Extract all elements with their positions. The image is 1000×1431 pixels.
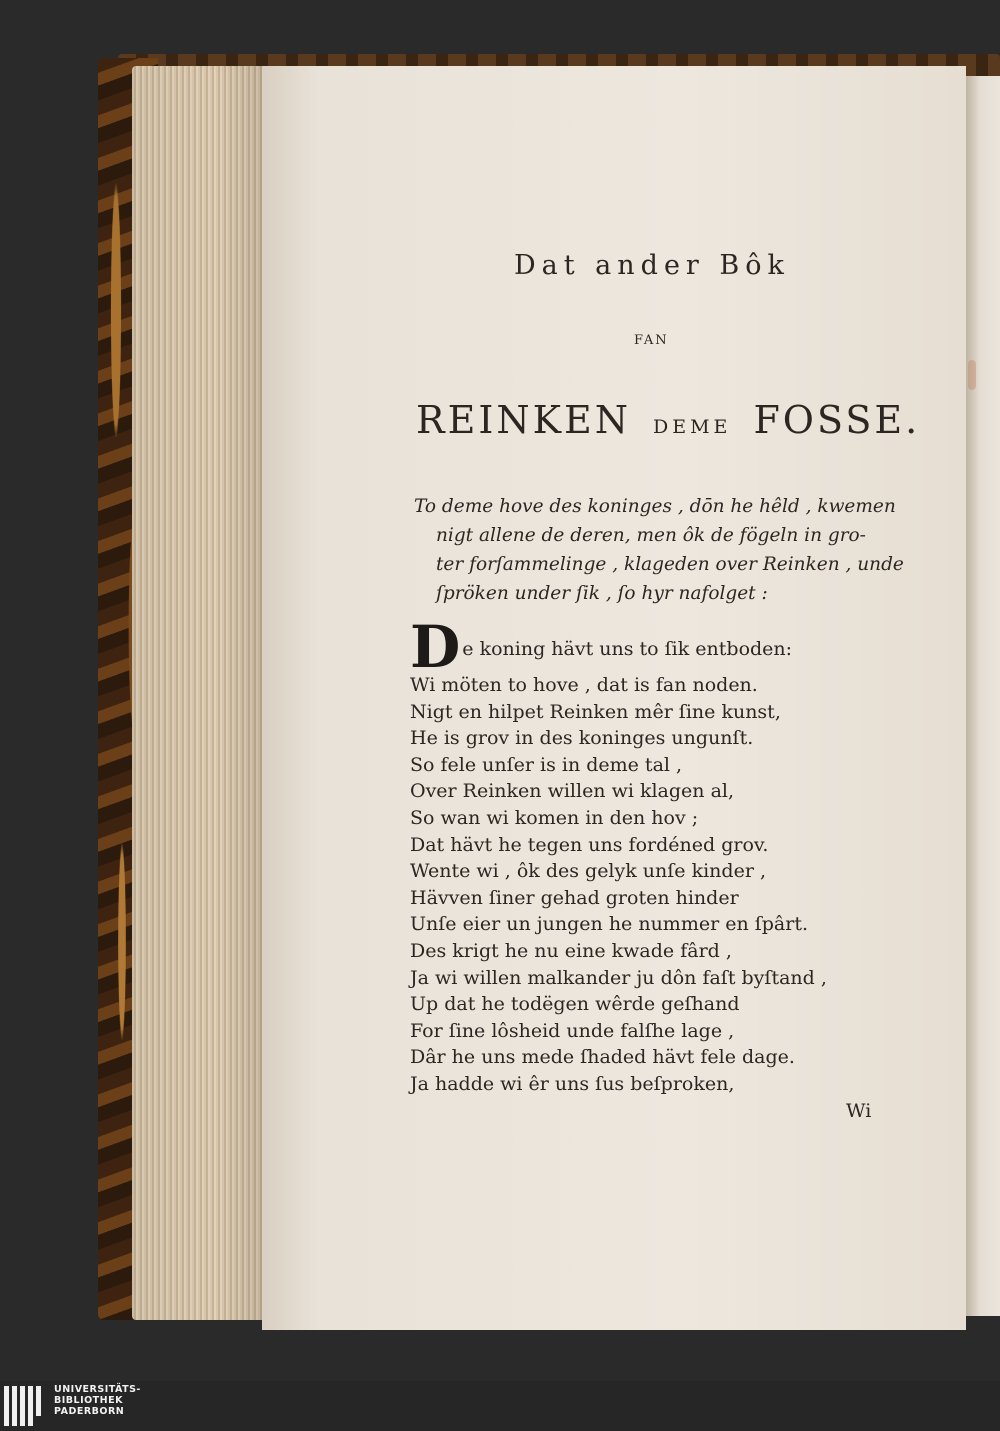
page-title — [416, 398, 920, 442]
verse-line: Ja hadde wi êr uns ſus beſproken, — [410, 1072, 735, 1095]
verse-line: Unſe eier un jungen he nummer en ſpârt. — [410, 913, 809, 936]
verse-line: Ja wi willen malkander ju dôn faſt byſtand , — [410, 966, 827, 989]
intro-line: To deme hove des koninges , dōn he hêld , kwemen — [414, 496, 896, 517]
verse-line: Over Reinken willen wi klagen al, — [410, 780, 735, 803]
intro-summary — [414, 492, 904, 608]
verse-line: Nigt en hilpet Reinken mêr ſine kunst, — [410, 700, 781, 723]
verse-line: Up dat he todëgen wêrde geſhand — [410, 993, 740, 1016]
verse-line: He is grov in des koninges ungunſt. — [410, 727, 754, 750]
title-mid: DEME — [653, 416, 732, 438]
catchword: Wi — [846, 1100, 872, 1122]
verse-line: Wente wi , ôk des gelyk unſe kinder , — [410, 860, 766, 883]
verse-body — [410, 613, 890, 1098]
verse-line: Hävven ſiner gehad groten hinder — [410, 886, 739, 909]
library-name: UNIVERSITÄTS- BIBLIOTHEK PADERBORN — [54, 1384, 141, 1417]
title-right: FOSSE. — [753, 398, 921, 442]
intro-line: ter forſammelinge , klageden over Reinken , unde — [436, 554, 904, 575]
intro-line: nigt allene de deren, men ôk de fögeln in gro- — [436, 525, 866, 546]
verse-line: So wan wi komen in den hov ; — [410, 806, 699, 829]
intro-line: ſpröken under ſik , ſo hyr nafolget : — [436, 583, 768, 604]
title-left: REINKEN — [416, 398, 631, 442]
drop-cap: D — [410, 613, 461, 681]
verse-line: Dat hävt he tegen uns fordéned grov. — [410, 833, 769, 856]
facing-page — [966, 76, 1000, 1316]
verse-line: Des krigt he nu eine kwade fârd , — [410, 939, 732, 962]
heading-fan: FAN — [634, 333, 669, 348]
book-heading: Dat ander Bôk — [514, 250, 790, 281]
footer-bar — [0, 1381, 1000, 1431]
verse-line: Wi möten to hove , dat is fan noden. — [410, 674, 758, 696]
verse-line: De koning hävt uns to ſik entboden: — [410, 613, 793, 681]
verse-line: So fele unſer is in deme tal , — [410, 753, 683, 776]
verse-line: For ſine lôsheid unde falſhe lage , — [410, 1019, 735, 1042]
verse-line: Dâr he uns mede ſhaded hävt fele dage. — [410, 1046, 795, 1069]
library-logo-icon — [4, 1386, 48, 1426]
